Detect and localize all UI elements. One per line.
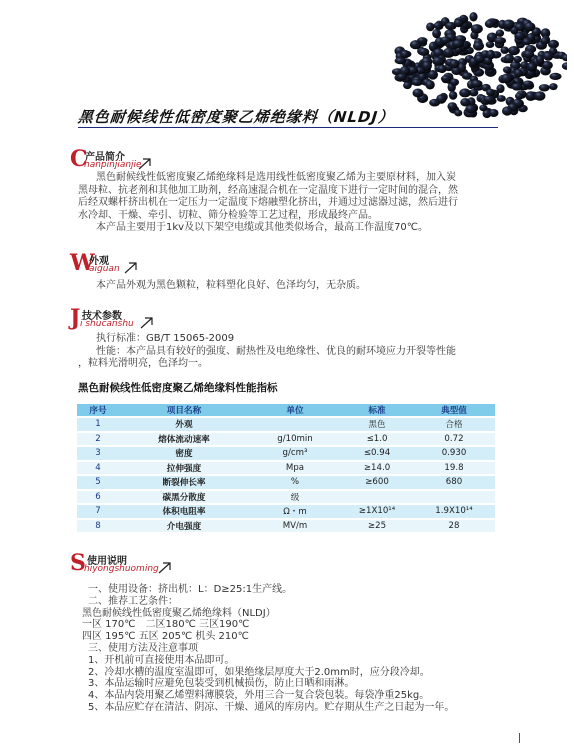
tech-body <box>78 333 456 371</box>
table-cell: ≥25 <box>341 519 413 534</box>
intro-body <box>78 172 458 235</box>
section-pinyin: hiyongshuoming <box>84 564 159 574</box>
arrow-up-right-icon <box>124 262 138 274</box>
appearance-body <box>96 280 366 293</box>
intro-line: 水冷却、干燥、牵引、切粒、筛分检验等工艺过程，形成最终产品。 <box>78 209 378 221</box>
pellet <box>447 102 457 110</box>
arrow-up-right-icon <box>158 562 172 574</box>
pellet <box>475 55 485 63</box>
pellet <box>417 37 427 44</box>
pellet <box>502 106 512 115</box>
column-header: 典型值 <box>413 404 495 417</box>
pellet <box>473 41 484 50</box>
table-cell <box>249 417 341 432</box>
table-cell: ≤1.0 <box>341 432 413 447</box>
section-letter: S <box>70 550 86 576</box>
pellet <box>562 62 567 70</box>
table-cell: 0.72 <box>413 432 495 447</box>
pellet <box>487 50 495 60</box>
section-pinyin: i shucanshu <box>80 319 134 329</box>
pellet <box>508 46 520 55</box>
table-cell: 体积电阻率 <box>119 504 249 519</box>
usage-line: 三、使用方法及注意事项 <box>88 642 198 654</box>
section-label: 技术参数 <box>82 311 122 322</box>
pellet <box>497 95 506 102</box>
pellet <box>543 52 553 61</box>
pellet <box>486 89 495 97</box>
pellet <box>524 22 535 31</box>
table-cell: % <box>249 475 341 490</box>
table-row <box>77 490 495 505</box>
tech-line: 性能：本产品具有较好的强度、耐热性及电绝缘性、优良的耐环境应力开裂等性能 <box>96 345 456 357</box>
table-cell: 680 <box>413 475 495 490</box>
table-cell: 8 <box>77 519 119 534</box>
table-row <box>77 504 495 519</box>
pellet <box>503 20 515 30</box>
table-cell: 介电强度 <box>119 519 249 534</box>
table-cell: 28 <box>413 519 495 534</box>
table-cell: 5 <box>77 475 119 490</box>
pellet <box>539 84 550 91</box>
table-cell: g/cm³ <box>249 446 341 461</box>
table-title: 黑色耐候线性低密度聚乙烯绝缘料性能指标 <box>78 382 278 394</box>
pellet <box>541 37 550 45</box>
pellet <box>501 74 512 84</box>
pellet <box>397 73 408 80</box>
pellet <box>432 29 441 38</box>
pellet <box>459 88 471 97</box>
pellet <box>522 38 531 45</box>
pellet <box>528 63 537 71</box>
title-divider <box>78 127 498 128</box>
pellet <box>412 79 423 86</box>
table-row <box>77 446 495 461</box>
section-letter: W <box>70 250 95 276</box>
section-label: 使用说明 <box>87 556 127 567</box>
table-cell: 4 <box>77 461 119 476</box>
table-row <box>77 519 495 534</box>
arrow-up-right-icon <box>138 158 152 170</box>
pellet <box>469 12 477 21</box>
table-cell: 2 <box>77 432 119 447</box>
table-cell: 19.8 <box>413 461 495 476</box>
pellet <box>441 75 451 82</box>
section-header-usage <box>70 552 210 584</box>
pellet <box>425 80 434 89</box>
pellet <box>504 54 514 64</box>
pellet <box>523 50 534 59</box>
pellet <box>514 56 522 63</box>
usage-line: 3、本品运输时应避免包装受到机械损伤，防止日晒和雨淋。 <box>88 678 355 690</box>
intro-line: 后经双螺杆挤出机在一定压力一定温度下熔融塑化挤出，并通过过滤器过滤，然后进行 <box>78 197 458 209</box>
table-cell: 碳黑分散度 <box>119 490 249 505</box>
section-pinyin: hanpinjianjie <box>84 160 142 170</box>
pellet <box>418 48 429 56</box>
pellet <box>523 81 534 88</box>
pellet <box>536 55 544 65</box>
table-row <box>77 417 495 432</box>
pellet <box>443 48 454 58</box>
pellet <box>403 82 412 89</box>
table-cell: ≥1X10¹⁴ <box>341 504 413 519</box>
pellet <box>450 79 459 86</box>
table-cell: 3 <box>77 446 119 461</box>
usage-line: 四区 195℃ 五区 205℃ 机头 210℃ <box>82 631 249 643</box>
table-cell <box>341 490 413 505</box>
pellet <box>438 65 447 73</box>
table-cell: 0.930 <box>413 446 495 461</box>
pellet <box>432 57 444 66</box>
pellet <box>454 19 464 27</box>
pellet <box>515 93 523 100</box>
pellet <box>485 20 495 28</box>
table-cell: ≤0.94 <box>341 446 413 461</box>
pellet <box>501 47 509 54</box>
table-cell: 7 <box>77 504 119 519</box>
appearance-line: 本产品外观为黑色颗粒，粒料塑化良好、色泽均匀，无杂质。 <box>96 280 366 291</box>
table-header-row <box>77 404 495 417</box>
table-row <box>77 461 495 476</box>
table-cell: MV/m <box>249 519 341 534</box>
pellet <box>511 83 522 91</box>
pellet <box>534 91 545 100</box>
table-cell: 断裂伸长率 <box>119 475 249 490</box>
section-letter: C <box>70 146 88 172</box>
table-cell: 6 <box>77 490 119 505</box>
section-pinyin: aiguan <box>89 264 120 274</box>
pellet <box>471 24 483 34</box>
table-cell: g/10min <box>249 432 341 447</box>
pellet <box>494 37 506 44</box>
pellet <box>434 22 443 29</box>
pellet <box>454 110 462 117</box>
product-title: 黑色耐候线性低密度聚乙烯绝缘料（NLDJ） <box>77 108 396 126</box>
column-header: 序号 <box>77 404 119 417</box>
usage-line: 一区 170℃ 二区180℃ 三区190℃ <box>82 619 250 631</box>
pellet <box>465 105 476 114</box>
pellet <box>422 61 432 71</box>
table-cell: 合格 <box>413 417 495 432</box>
pellet <box>514 69 523 77</box>
table-cell: Mpa <box>249 461 341 476</box>
column-header: 单位 <box>249 404 341 417</box>
table-cell: 1 <box>77 417 119 432</box>
pellet <box>449 91 457 100</box>
pellet <box>429 99 440 107</box>
pellet <box>479 105 487 112</box>
section-label: 外观 <box>89 256 109 267</box>
pellet <box>401 50 410 59</box>
usage-line: 1、开机前可直接使用本品即可。 <box>88 654 235 666</box>
section-letter: J <box>70 305 81 331</box>
usage-line: 一、使用设备：挤出机：L：D≥25:1生产线。 <box>88 584 293 595</box>
usage-line: 二、推荐工艺条件： <box>88 595 178 607</box>
table-row <box>77 432 495 447</box>
pellet <box>489 109 498 117</box>
table-cell: 黑色 <box>341 417 413 432</box>
pellet <box>452 40 464 48</box>
usage-line: 黑色耐候线性低密度聚乙烯绝缘料（NLDJ） <box>82 607 276 619</box>
table-cell: ≥14.0 <box>341 461 413 476</box>
pellet <box>413 89 424 98</box>
usage-line: 4、本品内袋用聚乙烯塑料薄膜袋，外用三合一复合袋包装。每袋净重25kg。 <box>88 690 430 702</box>
pellet <box>549 83 557 90</box>
column-header: 标准 <box>341 404 413 417</box>
table-cell: 密度 <box>119 446 249 461</box>
arrow-up-right-icon <box>140 317 154 329</box>
table-cell: 外观 <box>119 417 249 432</box>
tech-line: 执行标准：GB/T 15065-2009 <box>96 333 235 344</box>
pellet <box>483 96 495 103</box>
table-row <box>77 475 495 490</box>
table-cell: ≥600 <box>341 475 413 490</box>
properties-table <box>77 404 495 534</box>
intro-line: 本产品主要用于1kv及以下架空电缆或其他类似场合，最高工作温度70℃。 <box>96 222 429 234</box>
usage-line: 2、冷却水槽的温度室温即可，如果绝缘层厚度大于2.0mm时，应分段冷却。 <box>88 666 430 678</box>
column-header: 项目名称 <box>119 404 249 417</box>
table-cell: Ω・m <box>249 504 341 519</box>
page-marker <box>519 733 520 743</box>
table-cell: 级 <box>249 490 341 505</box>
pellet <box>503 66 512 73</box>
usage-line: 5、本品应贮存在清洁、阴凉、干燥、通风的库房内。贮存期从生产之日起为一年。 <box>88 701 455 713</box>
pellet <box>426 23 434 32</box>
intro-line: 黑母粒、抗老剂和其他加工助剂，经高速混合机在一定温度下进行一定时间的混合，然 <box>78 184 458 196</box>
table-cell: 拉伸强度 <box>119 461 249 476</box>
usage-body <box>78 584 454 714</box>
pellet <box>550 73 562 80</box>
intro-line: 黑色耐候线性低密度聚乙烯绝缘料是选用线性低密度聚乙烯为主要原材料，加入炭 <box>96 172 456 183</box>
section-label: 产品简介 <box>85 152 125 163</box>
pellet <box>496 84 504 93</box>
pellet <box>450 59 460 68</box>
pellet <box>471 80 482 88</box>
product-pellets-image <box>382 10 567 118</box>
table-cell <box>413 490 495 505</box>
tech-line: ，粒料光滑明亮，色泽均一。 <box>78 358 208 370</box>
table-cell: 1.9X10¹⁴ <box>413 504 495 519</box>
table-cell: 熔体流动速率 <box>119 432 249 447</box>
